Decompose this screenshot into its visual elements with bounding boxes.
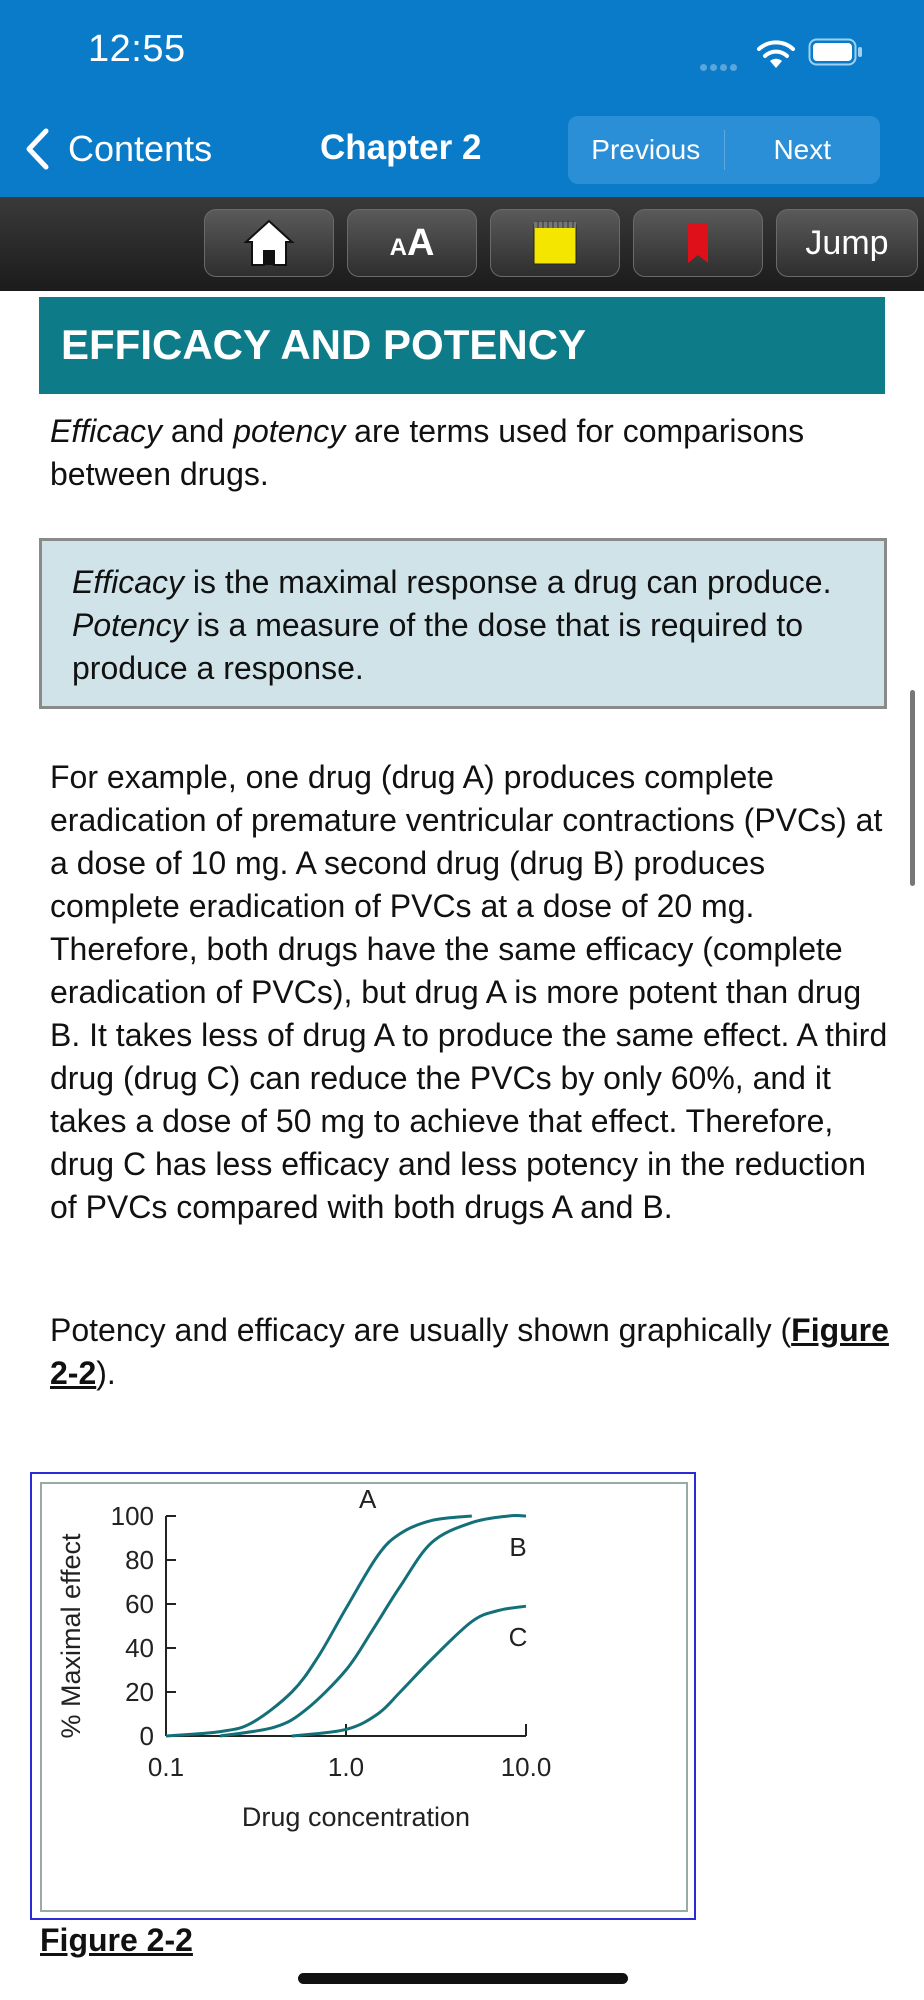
graph-paragraph: Potency and efficacy are usually shown graphically (Figure 2-2). bbox=[50, 1312, 889, 1391]
dose-response-chart bbox=[42, 1484, 686, 1910]
note-icon bbox=[532, 220, 578, 266]
figure-link[interactable]: Figure 2-2 bbox=[50, 1312, 889, 1391]
y-axis-label: % Maximal effect bbox=[56, 1533, 86, 1739]
example-paragraph: For example, one drug (drug A) produces complete eradication of premature ventricular contractions (PVCs) at a dose of 10 mg. A second drug (drug B) produces complete eradication of PVCs at a dose of 20 mg. Therefore, both drugs have the same efficacy (complete eradication of PVCs), but drug A is more potent than drug B. It takes less of drug A to produce the same effect. A third drug (drug C) can reduce the PVCs by only 60%, and it takes a dose of 50 mg to achieve that effect. Therefore, drug C has less efficacy and less potency in the reduction of PVCs compared with both drugs A and B. bbox=[50, 759, 888, 1225]
battery-icon bbox=[808, 38, 864, 66]
figure-frame[interactable] bbox=[30, 1472, 696, 1920]
y-tick-label: 40 bbox=[125, 1633, 154, 1663]
chevron-left-icon bbox=[24, 128, 50, 170]
x-tick-label: 10.0 bbox=[500, 1752, 552, 1782]
previous-button[interactable]: Previous bbox=[591, 134, 701, 165]
home-button[interactable] bbox=[204, 209, 334, 277]
definition-box bbox=[39, 538, 887, 709]
figure-caption[interactable]: Figure 2-2 bbox=[40, 1922, 193, 1958]
x-tick-label: 0.1 bbox=[147, 1752, 185, 1782]
wifi-icon bbox=[756, 38, 796, 70]
intro-paragraph: Efficacy and potency are terms used for comparisons between drugs. bbox=[50, 413, 805, 492]
chapter-navigation bbox=[568, 116, 880, 184]
y-tick-label: 20 bbox=[125, 1677, 154, 1707]
y-tick-label: 80 bbox=[125, 1545, 154, 1575]
definition-text: Efficacy is the maximal response a drug can produce. Potency is a measure of the dose that is required to produce a response. bbox=[72, 564, 832, 686]
figure-panel bbox=[40, 1482, 688, 1912]
intro-term-efficacy: Efficacy bbox=[50, 413, 163, 449]
home-indicator[interactable] bbox=[298, 1973, 628, 1984]
section-header bbox=[39, 297, 885, 394]
y-tick-label: 100 bbox=[110, 1501, 154, 1531]
font-size-button[interactable] bbox=[347, 209, 477, 277]
back-label: Contents bbox=[68, 128, 213, 169]
scroll-indicator[interactable] bbox=[910, 690, 915, 886]
chapter-title: Chapter 2 bbox=[320, 128, 482, 167]
bookmark-icon bbox=[686, 221, 710, 265]
home-icon bbox=[243, 218, 295, 268]
series-label-b: B bbox=[509, 1532, 527, 1562]
reader-toolbar bbox=[0, 197, 924, 291]
navigation-bar bbox=[0, 0, 924, 197]
definition-term-potency: Potency bbox=[72, 607, 188, 643]
series-line-b bbox=[220, 1516, 526, 1736]
font-size-icon: AA bbox=[389, 221, 435, 264]
series-line-c bbox=[292, 1606, 526, 1736]
jump-button[interactable]: Jump bbox=[776, 209, 918, 277]
intro-term-potency: potency bbox=[233, 413, 346, 449]
cellular-signal-icon bbox=[700, 58, 742, 66]
y-tick-label: 60 bbox=[125, 1589, 154, 1619]
x-axis-label: Drug concentration bbox=[241, 1802, 471, 1832]
next-button[interactable]: Next bbox=[773, 134, 832, 165]
definition-term-efficacy: Efficacy bbox=[72, 564, 185, 600]
x-tick-label: 1.0 bbox=[327, 1752, 365, 1782]
back-button[interactable] bbox=[24, 124, 212, 174]
series-label-a: A bbox=[359, 1484, 377, 1514]
status-time: 12:55 bbox=[88, 28, 186, 70]
section-title: EFFICACY AND POTENCY bbox=[61, 321, 587, 368]
y-tick-label: 0 bbox=[139, 1721, 154, 1751]
series-label-c: C bbox=[508, 1622, 528, 1653]
bookmark-button[interactable] bbox=[633, 209, 763, 277]
notes-button[interactable] bbox=[490, 209, 620, 277]
